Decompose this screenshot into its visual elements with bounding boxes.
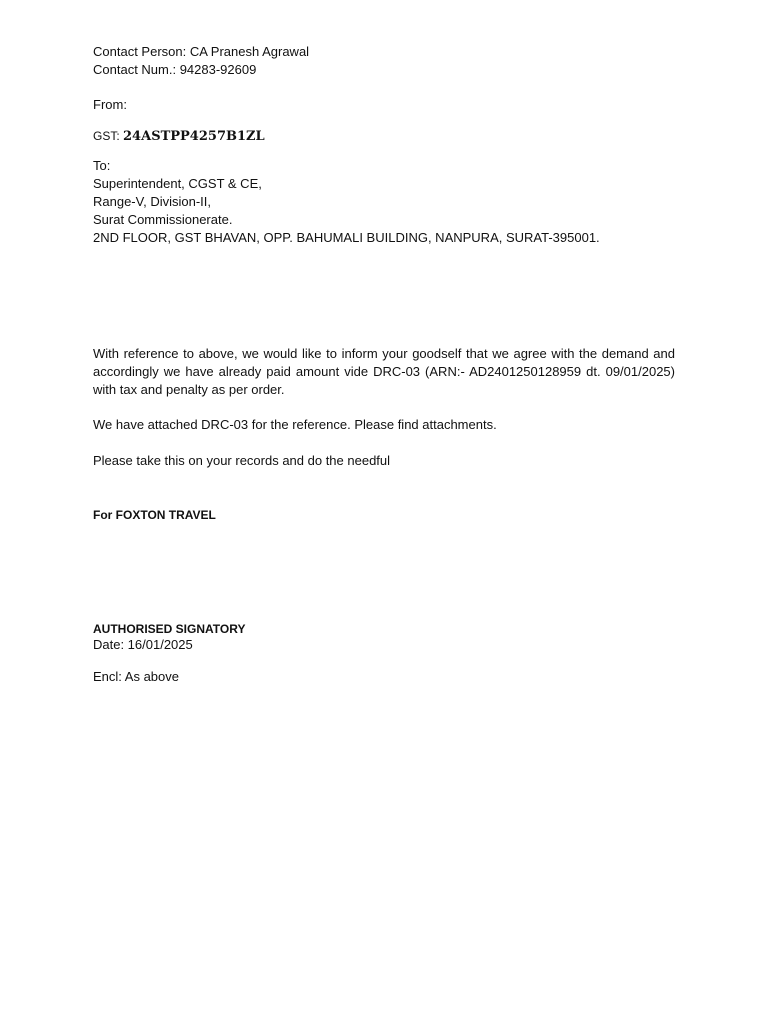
- contact-block: [93, 43, 309, 79]
- recipient-line: Surat Commissionerate.: [93, 212, 233, 227]
- enclosure-note: Encl: As above: [93, 669, 179, 684]
- gst-label: GST:: [93, 129, 124, 143]
- body-paragraph-2: We have attached DRC-03 for the reference. Please find attachments.: [93, 417, 497, 432]
- recipient-line: Range-V, Division-II,: [93, 194, 212, 209]
- to-label: To:: [93, 158, 111, 173]
- recipient-address: 2ND FLOOR, GST BHAVAN, OPP. BAHUMALI BUILDING, NANPURA, SURAT-395001.: [93, 230, 600, 245]
- gst-line: [93, 127, 265, 146]
- contact-number: Contact Num.: 94283-92609: [93, 62, 257, 77]
- from-label: From:: [93, 97, 127, 112]
- letter-date: Date: 16/01/2025: [93, 637, 193, 652]
- body-paragraph-3: Please take this on your records and do the needful: [93, 453, 391, 468]
- contact-person: Contact Person: CA Pranesh Agrawal: [93, 44, 310, 59]
- body-paragraph-1: With reference to above, we would like to inform your goodself that we agree with the demand and accordingly we have already paid amount vide DRC-03 (ARN:- AD2401250128959 dt. 09/01/2025) with tax and penalty as per order.: [93, 346, 675, 397]
- recipient-block: [93, 157, 600, 247]
- for-company: For FOXTON TRAVEL: [93, 508, 216, 522]
- authorised-signatory: AUTHORISED SIGNATORY: [93, 622, 246, 636]
- gst-number: 24ASTPP4257B1ZL: [123, 129, 265, 144]
- recipient-line: Superintendent, CGST & CE,: [93, 176, 262, 191]
